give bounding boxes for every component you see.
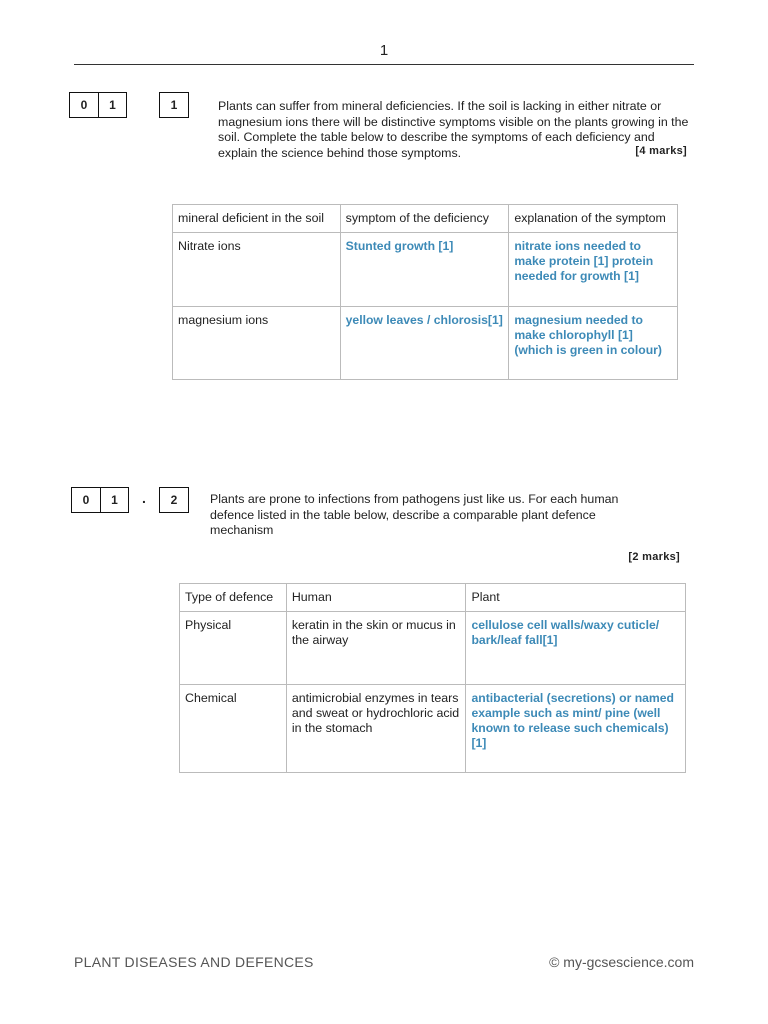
question-digit: 1 [100, 488, 128, 512]
question-number-box [71, 487, 129, 513]
table-row [173, 233, 678, 307]
answer-cell: yellow leaves / chlorosis[1] [340, 307, 509, 380]
table-header-cell: mineral deficient in the soil [173, 205, 341, 233]
marks-label: [4 marks] [635, 145, 687, 157]
answer-cell: cellulose cell walls/waxy cuticle/ bark/leaf fall[1] [466, 612, 686, 685]
answer-cell: Stunted growth [1] [340, 233, 509, 307]
subquestion-number-box [159, 487, 189, 513]
table-cell: keratin in the skin or mucus in the airway [286, 612, 466, 685]
question-prompt: Plants can suffer from mineral deficiencies. If the soil is lacking in either nitrate or magnesium ions there will be distinctive symptoms visible on the plants growing in the soil. Complete the table below to describe the symptoms of each deficiency and explain the science behind those symptoms. [218, 99, 689, 160]
table-row [180, 685, 686, 773]
footer-title: PLANT DISEASES AND DEFENCES [74, 954, 314, 970]
page-number: 1 [379, 42, 389, 59]
answer-cell: antibacterial (secretions) or named example such as mint/ pine (well known to release such chemicals) [1] [466, 685, 686, 773]
table-cell: Physical [180, 612, 287, 685]
defence-table [179, 583, 686, 773]
footer-copyright: © my-gcsescience.com [549, 954, 694, 970]
table-row [180, 612, 686, 685]
subquestion-number-box [159, 92, 189, 118]
table-header-row [173, 205, 678, 233]
question-digit: 0 [80, 98, 88, 112]
subquestion-digit: 2 [170, 493, 178, 507]
table-cell: Nitrate ions [173, 233, 341, 307]
question-digit: 1 [98, 93, 126, 117]
table-header-cell: Plant [466, 584, 686, 612]
table-header-cell: Human [286, 584, 466, 612]
question-digit: 0 [82, 493, 90, 507]
table-header-cell: Type of defence [180, 584, 287, 612]
table-header-cell: explanation of the symptom [509, 205, 678, 233]
deficiency-table [172, 204, 678, 380]
table-row [173, 307, 678, 380]
marks-label: [2 marks] [628, 551, 680, 563]
subquestion-digit: 1 [170, 98, 178, 112]
header-rule [74, 64, 694, 65]
question-prompt: Plants are prone to infections from pathogens just like us. For each human defence listed in the table below, describe a comparable plant defence mechanism [210, 492, 619, 537]
answer-cell: nitrate ions needed to make protein [1] protein needed for growth [1] [509, 233, 678, 307]
question-separator: . [142, 490, 146, 506]
table-header-cell: symptom of the deficiency [340, 205, 509, 233]
answer-cell: magnesium needed to make chlorophyll [1] (which is green in colour) [509, 307, 678, 380]
table-header-row [180, 584, 686, 612]
table-cell: magnesium ions [173, 307, 341, 380]
table-cell: Chemical [180, 685, 287, 773]
question-number-box [69, 92, 127, 118]
table-cell: antimicrobial enzymes in tears and sweat or hydrochloric acid in the stomach [286, 685, 466, 773]
